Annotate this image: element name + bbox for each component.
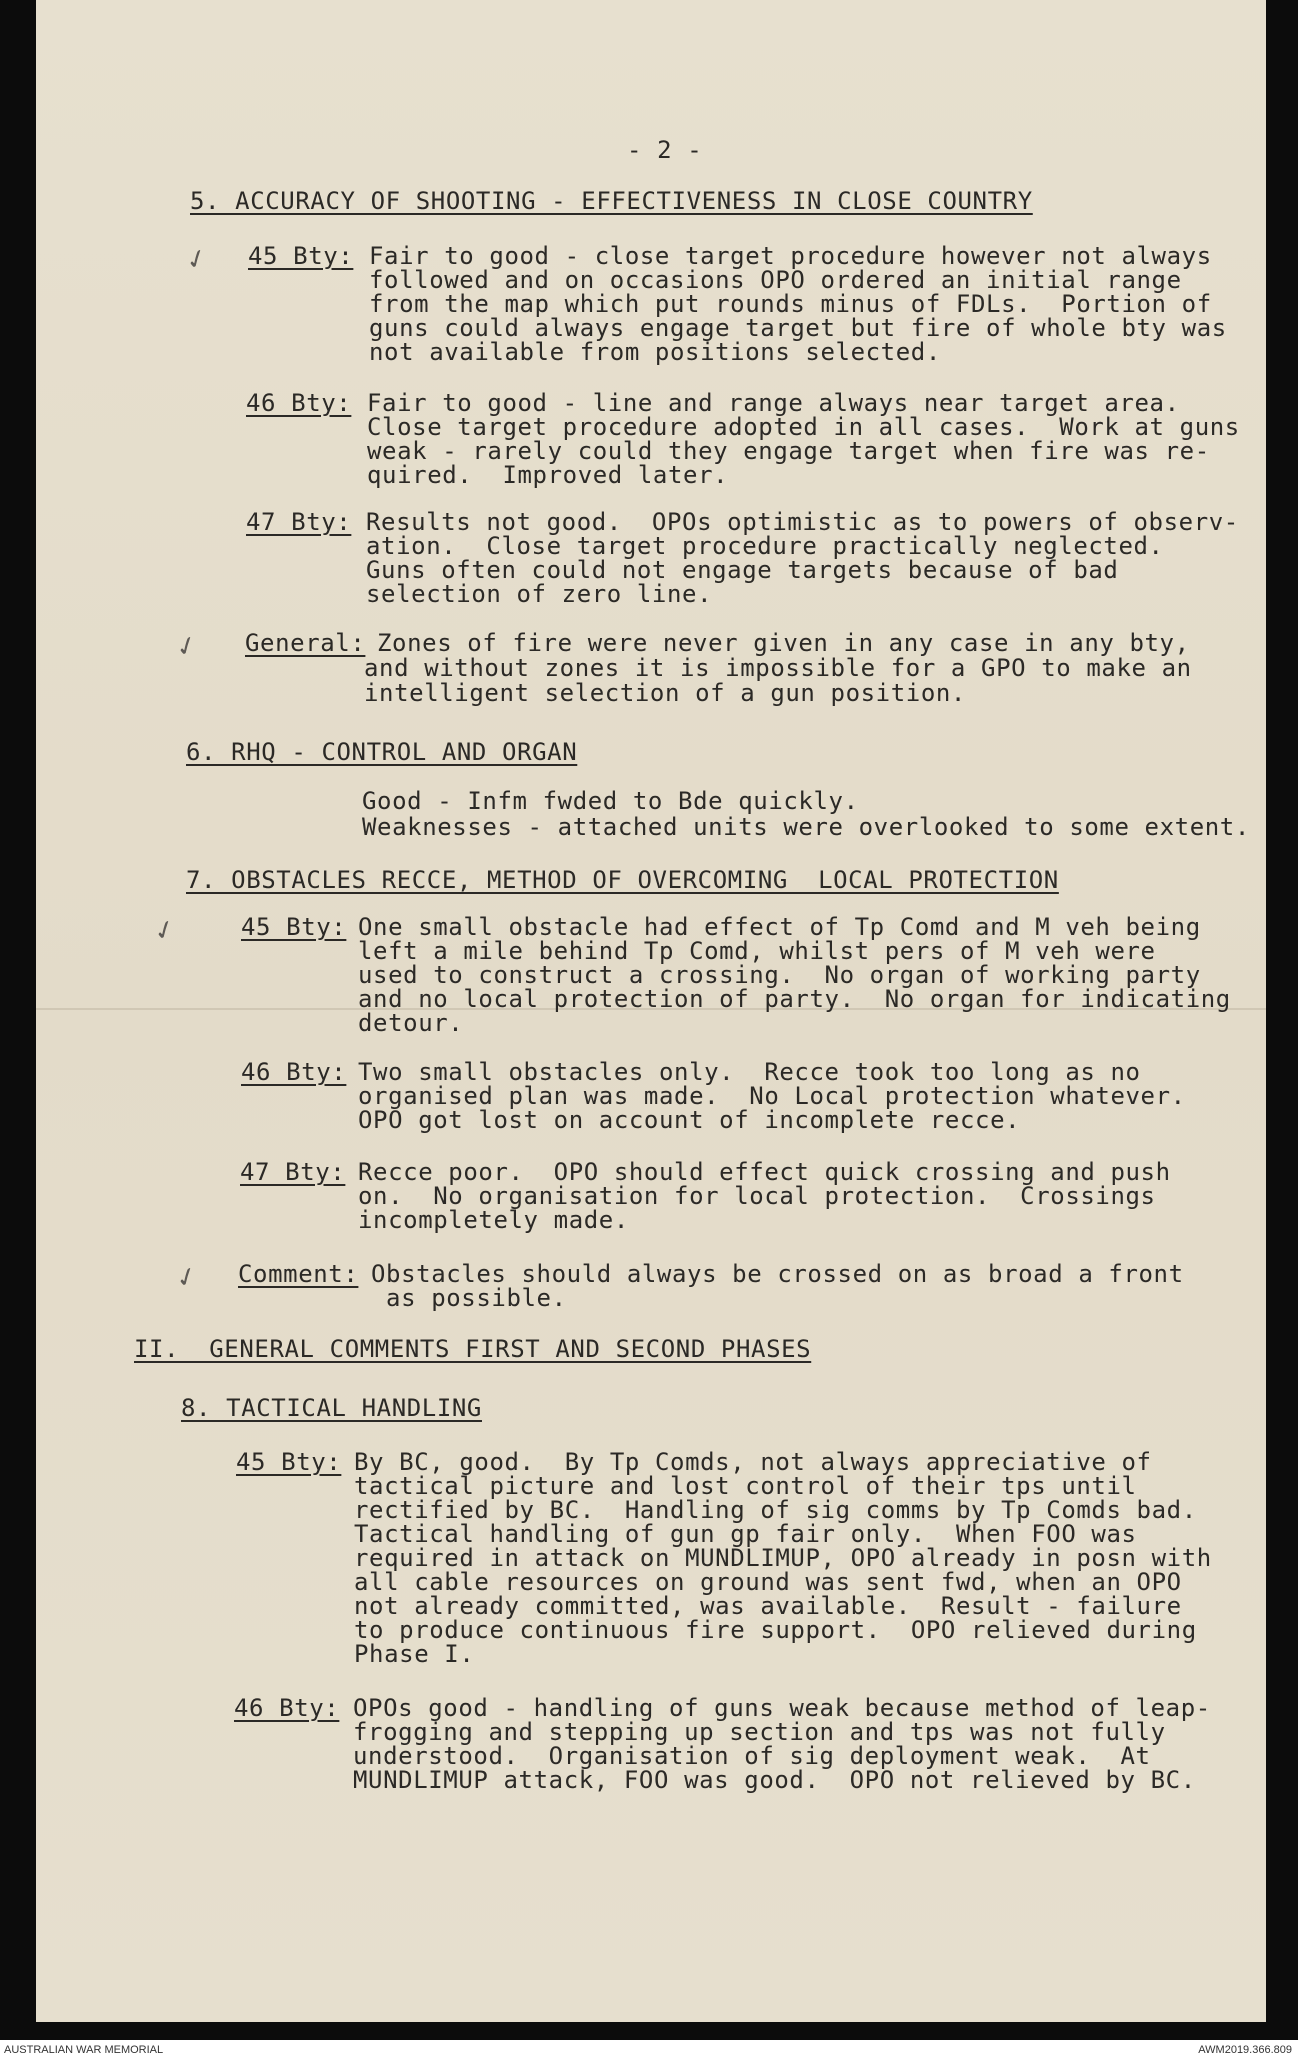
text-line: quired. Improved later. [367,461,729,489]
text-line: followed and on occasions OPO ordered an initial range [369,266,1182,294]
text-line: detour. [358,1009,464,1037]
text-line: organised plan was made. No Local protection whatever. [358,1082,1186,1110]
text-line: One small obstacle had effect of Tp Comd and M veh being [358,913,1201,941]
text-line: understood. Organisation of sig deployment weak. At [353,1742,1151,1770]
text-line: intelligent selection of a gun position. [364,679,966,707]
text-line: Tactical handling of gun gp fair only. When FOO was [354,1520,1137,1548]
text-line: frogging and stepping up section and tps was not fully [353,1718,1166,1746]
text-line: Close target procedure adopted in all cases. Work at guns [367,413,1240,441]
text-line: MUNDLIMUP attack, FOO was good. OPO not relieved by BC. [353,1766,1196,1794]
check-mark-icon: ✓ [149,913,181,949]
text-line: Weaknesses - attached units were overlooked to some extent. [362,813,1250,841]
part-2-heading: II. GENERAL COMMENTS FIRST AND SECOND PHASES [134,1335,812,1363]
comment-label: Comment: [238,1260,359,1288]
bty-45-label: 45 Bty: [236,1448,342,1476]
text-line: Recce poor. OPO should effect quick crossing and push [358,1158,1171,1186]
text-line: not available from positions selected. [369,338,941,366]
text-line: rectified by BC. Handling of sig comms by Tp Comds bad. [354,1496,1197,1524]
text-line: Phase I. [354,1640,475,1668]
bty-47-label: 47 Bty: [240,1158,346,1186]
text-line: Fair to good - close target procedure however not always [369,242,1212,270]
text-line: Zones of fire were never given in any case in any bty, [377,629,1190,657]
footer-catalogue-id: AWM2019.366.809 [1198,2044,1292,2056]
text-line: Fair to good - line and range always near target area. [367,389,1180,417]
general-label: General: [245,629,366,657]
text-line: guns could always engage target but fire of whole bty was [369,314,1227,342]
footer-bar [0,2040,1298,2061]
text-line: all cable resources on ground was sent fwd, when an OPO [354,1568,1182,1596]
text-line: Obstacles should always be crossed on as broad a front [371,1260,1184,1288]
text-line: OPO got lost on account of incomplete recce. [358,1106,1021,1134]
text-line: Guns often could not engage targets because of bad [366,556,1119,584]
text-line: required in attack on MUNDLIMUP, OPO already in posn with [354,1544,1212,1572]
bty-45-label: 45 Bty: [241,913,347,941]
check-mark-icon: ✓ [171,1260,203,1296]
section-8-heading: 8. TACTICAL HANDLING [181,1394,482,1422]
check-mark-icon: ✓ [181,242,213,278]
text-line: not already committed, was available. Result - failure [354,1592,1182,1620]
text-line: and no local protection of party. No organ for indicating [358,985,1231,1013]
section-5-heading: 5. ACCURACY OF SHOOTING - EFFECTIVENESS IN CLOSE COUNTRY [190,187,1033,215]
text-line: OPOs good - handling of guns weak because method of leap- [353,1694,1211,1722]
bty-46-label: 46 Bty: [241,1058,347,1086]
text-line: tactical picture and lost control of their tps until [354,1472,1137,1500]
bty-46-label: 46 Bty: [234,1694,340,1722]
text-line: selection of zero line. [366,580,713,608]
bty-45-label: 45 Bty: [248,242,354,270]
page-number: - 2 - [627,136,703,164]
text-line: By BC, good. By Tp Comds, not always appreciative of [354,1448,1152,1476]
bty-46-label: 46 Bty: [246,389,352,417]
text-line: to produce continuous fire support. OPO relieved during [354,1616,1197,1644]
text-line: Two small obstacles only. Recce took too long as no [358,1058,1141,1086]
text-line: incompletely made. [358,1206,629,1234]
check-mark-icon: ✓ [171,629,203,665]
text-line: as possible. [371,1284,567,1312]
section-6-heading: 6. RHQ - CONTROL AND ORGAN [186,738,578,766]
section-7-heading: 7. OBSTACLES RECCE, METHOD OF OVERCOMING LOCAL PROTECTION [186,866,1059,894]
text-line: Results not good. OPOs optimistic as to powers of observ- [366,508,1239,536]
text-line: used to construct a crossing. No organ of working party [358,961,1201,989]
footer-institution: AUSTRALIAN WAR MEMORIAL [4,2044,164,2056]
text-line: weak - rarely could they engage target when fire was re- [367,437,1210,465]
text-line: on. No organisation for local protection. Crossings [358,1182,1156,1210]
text-line: ation. Close target procedure practically neglected. [366,532,1164,560]
bty-47-label: 47 Bty: [246,508,352,536]
text-line: and without zones it is impossible for a GPO to make an [364,654,1192,682]
text-line: left a mile behind Tp Comd, whilst pers of M veh were [358,937,1156,965]
text-line: from the map which put rounds minus of FDLs. Portion of [369,290,1212,318]
text-line: Good - Infm fwded to Bde quickly. [362,787,859,815]
